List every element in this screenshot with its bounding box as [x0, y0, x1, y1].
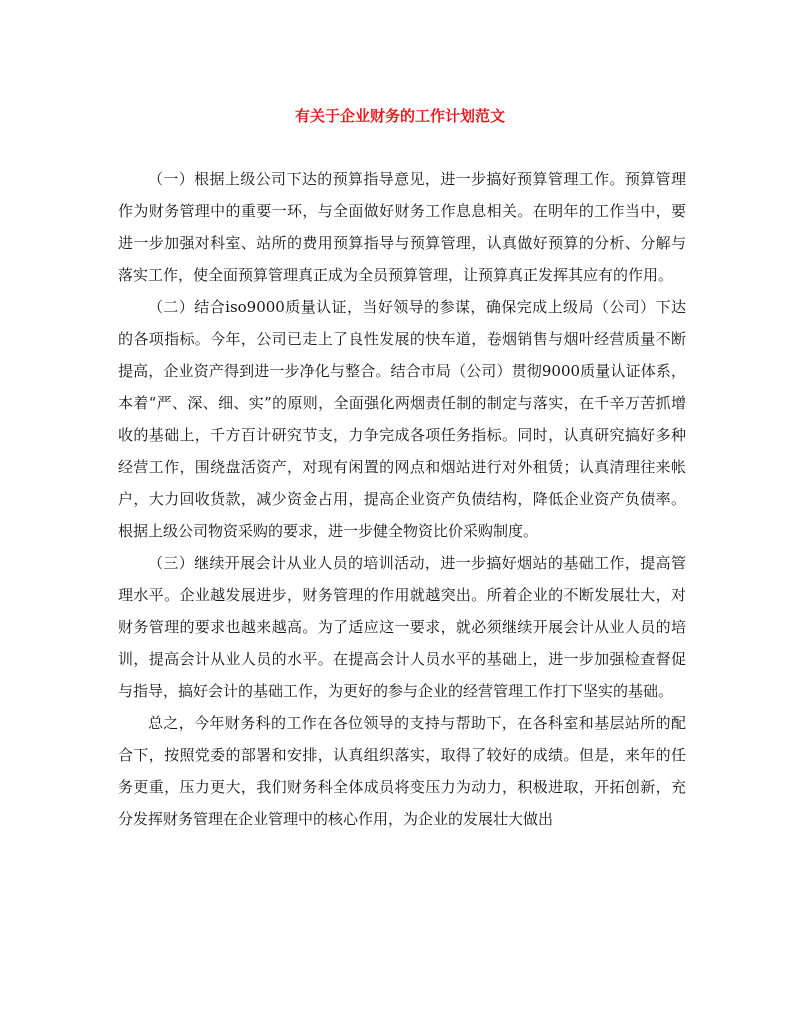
paragraph-budget-management: （一）根据上级公司下达的预算指导意见，进一步搞好预算管理工作。预算管理作为财务管理中的重要一环，与全面做好财务工作息息相关。在明年的工作当中，要进一步加强对科室、站所的费用预算指导与预算管理，认真做好预算的分析、分解与落实工作，使全面预算管理真正成为全员预算管理，让预算真正发挥其应有的作用。 [118, 170, 686, 284]
paragraph-quality-certification: （二）结合iso9000质量认证，当好领导的参谋，确保完成上级局（公司）下达的各项指标。今年，公司已走上了良性发展的快车道，卷烟销售与烟叶经营质量不断提高，企业资产得到进一步净化与整合。结合市局（公司）贯彻9000质量认证体系，本着“严、深、细、实”的原则，全面强化两烟责任制的制定与落实，在千辛万苦抓增收的基础上，千方百计研究节支，力争完成各项任务指标。同时，认真研究搞好多种经营工作，围绕盘活资产，对现有闲置的网点和烟站进行对外租赁；认真清理往来帐户，大力回收货款，减少资金占用，提高企业资产负债结构，降低企业资产负债率。根据上级公司物资采购的要求，进一步健全物资比价采购制度。 [118, 298, 686, 540]
document-title: 有关于企业财务的工作计划范文 [294, 107, 505, 125]
paragraph-accountant-training: （三）继续开展会计从业人员的培训活动，进一步搞好烟站的基础工作，提高管理水平。企业越发展进步，财务管理的作用就越突出。所着企业的不断发展壮大，对财务管理的要求也越来越高。为了适应这一要求，就必须继续开展会计从业人员的培训，提高会计从业人员的水平。在提高会计人员水平的基础上，进一步加强检查督促与指导，搞好会计的基础工作，为更好的参与企业的经营管理工作打下坚实的基础。 [118, 554, 686, 700]
paragraph-summary: 总之，今年财务科的工作在各位领导的支持与帮助下，在各科室和基层站所的配合下，按照党委的部署和安排，认真组织落实，取得了较好的成绩。但是，来年的任务更重，压力更大，我们财务科全体成员将变压力为动力，积极进取，开拓创新，充分发挥财务管理在企业管理中的核心作用，为企业的发展壮大做出 [118, 714, 686, 828]
document-body [118, 163, 686, 835]
